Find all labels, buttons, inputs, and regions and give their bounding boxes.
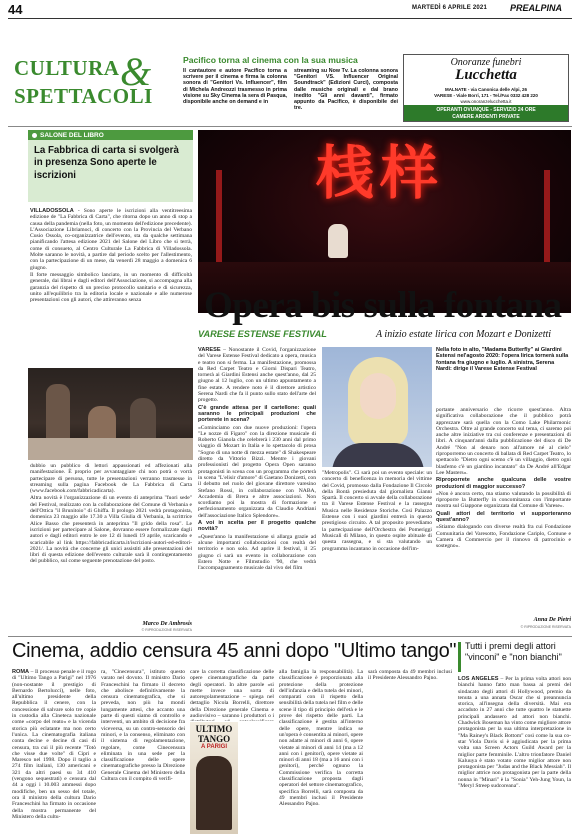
opera-q2: A voi in scelta per il progetto qualche novità? bbox=[198, 520, 316, 533]
opera-col1-text: Nonostante il Covid, l'organizzazione del Varese Estense Festival dedicato a opera, musica e teatro non si ferma. La manifestazione, promossa da Red Carpet Teatro e Giorni Dispari Teatro, tornerà ai Giardini Estensi anche quest'anno, dal 25 giugno al 12 luglio, con un ultimo appuntamento a fine estate. A rendere noto è il direttore artistico Serena Nardi che fa il punto sullo stato dell'arte del progetto. bbox=[198, 347, 316, 404]
stage-sign: 桟样 bbox=[316, 141, 445, 206]
page-number: 44 bbox=[8, 2, 23, 17]
opera-col3-a1: «Non è ancora certo, ma stiamo valutando la possibilità di riproporre la Butterfly in concomitanza con l'importante mostra sul Giappone organizzata dal Comune di Varese». bbox=[436, 490, 571, 510]
ad-web[interactable]: www.onoranzelucchetta.it bbox=[460, 99, 512, 104]
ad-city: VARESE - Viale Borri, 171 - Tel./Fax 0332 428 220 bbox=[434, 93, 538, 98]
sidebar-headline[interactable]: Tutti i premi degli attori "vinconi" e "non bianchi" bbox=[465, 641, 562, 662]
mid-rule bbox=[8, 636, 572, 637]
sidebar-accent bbox=[458, 642, 461, 672]
salone-rights: © RIPRODUZIONE RISERVATA bbox=[141, 628, 192, 632]
top-rule bbox=[8, 126, 572, 127]
salone-body1: Sono aperte le iscrizioni alla ventitreesima edizione de "La Fabbrica di Carta", che ritorna dopo un anno di stop a causa della pandemia (nella foto, un momento dell'edizione precedente). L'Associazione Libriamoci, di concerto con la Provincia del Verbano Cusio Ossola, co-organizzatrice dell'evento, sta da qualche settimana pianificando l'attesa edizione 2021 del Salone del Libro che si terrà, come di consueto, al Centro Culturale La Fabbrica di Villadossola. Molte saranno le novità, a partire dal periodo scelto per l'allestimento, con la partecipazione di un mese, da venerdì 28 maggio a domenica 6 giugno. bbox=[30, 208, 192, 271]
cinema-col3a: care la corretta classificazione delle opere cinematografiche da parte degli operatori. In altre parole «si mette invece una sorta di autoregolamentazione – spiega nel dettaglio Nicola Borrelli, direttore della Direzione generale Cinema e audiovisivo – saranno i produttori o i bbox=[190, 669, 274, 720]
salone-kicker: SALONE DEL LIBRO bbox=[40, 131, 104, 139]
sidebar-body: LOS ANGELES – Per la prima volta attori non bianchi hanno fatto man bassa ai premi del sindacato degli attori di Hollywood, premio da tenuta a una annata Oscar che si preannuncia storica, all'insegna della diversità. Mai era accaduto in 27 anni che tutte quattro le statuette principali andassero ad attori non bianchi. Chadwick Boseman ha vinto come migliore attore protagonista per la sua ultima interpretazione in "Ma Rainey's Black Bottom" così come la sua co-star Viola Davis si è aggiudicata per la prima volta una Screen Actors Guild Award per la miglior parte femminile. L'altro trionfatore Daniel Kaluuya è stato votato come miglior attore non protagonista per "Judas and the Black Messiah". Il miglior attrice non protagonista per la parte della nonna in "Minari" è la "Sonia" Yeh-Jung Youn, la "Meryl Streep sudcoreana". bbox=[458, 676, 571, 790]
opera-dateline: VARESE bbox=[198, 347, 221, 353]
bullet-icon bbox=[32, 133, 37, 138]
opera-caption: Nella foto in alto, "Madama Butterfly" ai Giardini Estensi nel'agosto 2020: l'opera lirica tornerà sulla fontana fra giugno e luglio. A sinistra, Serena Nardi: dirige il Varese Estense Festival bbox=[436, 347, 569, 373]
portrait-shoulders bbox=[332, 443, 424, 467]
salone-headline[interactable]: La Fabbrica di carta si svolgerà in presenza Sono aperte le iscrizioni bbox=[34, 145, 179, 181]
salone-headline-box bbox=[28, 140, 193, 202]
sidebar-body-text: Per la prima volta attori non bianchi hanno fatto man bassa ai premi del sindacato degli attori di Hollywood, premio da tenuta a una annata Oscar che si preannuncia storica, all'insegna della diversità. Mai era accaduto in 27 anni che tutte quattro le statuette principali andassero ad attori non bianchi. Chadwick Boseman ha vinto come migliore attore protagonista per la sua ultima interpretazione in "Ma Rainey's Black Bottom" così come la sua co-star Viola Davis si è aggiudicata per la prima volta una Screen Actors Guild Award per la miglior parte femminile. L'altro trionfatore Daniel Kaluuya è stato votato come miglior attore non protagonista per "Judas and the Black Messiah". Il miglior attrice non protagonista per la parte della nonna in "Minari" è la "Sonia" Yeh-Jung Youn, la "Meryl Streep sudcoreana". bbox=[458, 676, 571, 790]
cinema-col4: alla famiglia la responsabilità). La classificazione è proporzionata alla protezione della protezione dell'infanzia e della tutela dei minori, comparati con il rispetto della sensibilità della tutela nel film e delle scene il tipo di principio dell'età e le prove dei rispetto delle parti. La classificazione è gestita all'interno delle opere, mentre indica se un'opera è consentita ai minori, opere non adatte ai minori di anni 6, opere vietate ai minori di anni 14 (ma a 12 anni con i genitori), opere vietate ai minori di anni 18 (ma a 16 anni con i genitori), perché ognuno la Commissione verifica la corretta classificazione proposta dagli operatori del settore cinematografico, specifica Borrelli, sarà composta da 49 membri inclusi il Presidente Alessandro Pajno. bbox=[279, 669, 363, 808]
salone-body-1: VILLADOSSOLA - Sono aperte le iscrizioni alla ventitreesima edizione de "La Fabbrica di Carta", che ritorna dopo un anno di stop a causa della pandemia (nella foto, un momento dell'edizione precedente). L'Associazione Libriamoci, di concerto con la Provincia del Verbano Cusio Ossola, co-organizzatrice dell'evento, sta da qualche settimana pianificando l'attesa edizione 2021 del Salone del Libro che si terrà, come di consueto, al Centro Culturale La Fabbrica di Villadossola. Molte saranno le novità, a partire dal periodo scelto per l'allestimento, con la partecipazione di un mese, da venerdì 28 maggio a domenica 6 giugno. Il forte messaggio simbolico lanciato, in un momento di difficoltà generale, dai librai e dagli editori dell'Associazione, si accompagna alla garanzia del rispetto di un preciso protocollo sanitario e di sicurezza, unito all'equilibrio tra la editoria locale e nazionale e alle numerose presentazioni con gli autori, che attireranno senza bbox=[30, 208, 192, 304]
opera-col3-a2: «Stiamo dialogando con diverse realtà fra cui Fondazione Comunitaria del Varesotto, Fondazione Cariplo, Comune e Camera di Commercio per il rinnovo di patrocinio e sostegno». bbox=[436, 524, 571, 550]
opera-col3-text: portante anniversario che ricorre quest'anno. Altra significativa collaborazione che il pubblico potrà apprezzare sarà quella con la Como Lake Philarmonic Orchestra. Oltre al grande concerto sul tema, ci saremo poi anche altre iniziative tra cui conferenze e presentazioni di libri. A cinquant'anni dalla pubblicazione del disco di De André "Non al denaro non all'amore né al cielo" riproporremo un concerto di ballata di Red Carpet Teatro, lo spettacolo "Dietro ogni scemo c'è un villaggio, dietro ogni blasfemo c'è un giardino incantato" da De André all'Edgar Lee Masters». bbox=[436, 407, 571, 476]
ad-title: Onoranze funebri bbox=[450, 57, 522, 68]
ad-banner bbox=[404, 105, 568, 121]
stage-performer bbox=[328, 224, 348, 258]
section-title bbox=[14, 49, 174, 126]
section-ampersand: & bbox=[120, 49, 152, 94]
opera-col3-q1: Riproporrete anche qualcuna delle vostre produzioni di maggior successo? bbox=[436, 477, 571, 490]
funeral-ad[interactable] bbox=[403, 54, 569, 122]
salone-body3: dubbio un pubblico di lettori appassionati ed affezionati alla manifestazione. È proprio per avvantaggiare chi non potrà o vorrà partecipare di persona, tutte le presentazioni verranno trasmesse in streaming sulla pagina Facebook de La Fabbrica di Carta (www.facebook.com/fabbricadicarta). bbox=[30, 463, 192, 495]
cinema-col5: sarà composta da 49 membri inclusi il Presidente Alessandro Pajno. bbox=[368, 669, 452, 682]
poster-line3: A PARIGI bbox=[200, 744, 227, 750]
ad-address: MALNATE - via Canonica delle Alpi, 26 bbox=[444, 87, 527, 92]
masthead: PREALPINA bbox=[510, 3, 563, 13]
salone-body2: Il forte messaggio simbolico lanciato, in un momento di difficoltà generale, dai librai e dagli editori dell'Associazione, si accompagna alla garanzia del rispetto di un preciso protocollo sanitario e di sicurezza, unito all'equilibrio tra la editoria locale e nazionale e alle numerose presentazioni con gli autori, che attireranno senza bbox=[30, 271, 192, 304]
opera-a1: «Cominciamo con due nuove produzioni: l'opera "Le nozze di Figaro" con la direzione musicale di Roberto Gianola che celebrerà i 230 anni dal primo viaggio di Mozart in Italia e lo spettacolo di prosa "Sogno di una notte di mezza estate" di Shakespeare diretto da Vittorio Bizzi. Mentre i giovani professionisti del progetto Opera Open saranno protagonisti in scena con un programma che porterà in scena "L'elisir d'amore" di Gaetano Donizetti, con il debutto nel ruolo del giovane direttore varesino Stefano Rossi, in collaborazione con NABA, Accademia di Brera e altre associazioni. Non scordiamo poi la mostra di formazione e perfezionamento organizzata da Claudio Andriani dell'associazione Italico Splendore». bbox=[198, 424, 316, 519]
salone-photo bbox=[28, 368, 193, 460]
section-title-line2: SPETTACOLI bbox=[14, 84, 153, 108]
salone-kicker-bar bbox=[28, 130, 193, 140]
cinema-headline[interactable]: Cinema, addio censura 45 anni dopo "Ultimo tango" bbox=[12, 640, 457, 662]
header-rule bbox=[8, 18, 572, 19]
cinema-col1-text: Il processo penale e il rogo di "Ultimo Tango a Parigi" nel 1976 (non-nostante il prestigio di Bernardo Bertolucci), nelle foto, all'ultimo presidente della Repubblica il cenere, con la concessione di salvare solo tre copie in custodia alla Cineteca nazionale come «corpo del reato» e la vicenda storica più eclatante ma non certo l'unica. La cinematografia italiana conta decine e decine di casi di censura, tra cui il più recente "Totò che visse due volte" di Cipri e Maresco nel 1998. Dopo il taglio a 274 film italiani, 130 americani e 321 da altri paesi su 34 410 (vengono sequestrati) e censura dal 44 a oggi i 10.003 ammessi dopo modifiche, ben un sesso del totale, ora il ministro della cultura Dario Franceschini ha firmato in occasione della mostra permanente del Ministero della cultu- bbox=[12, 669, 96, 820]
cinema-col1: ROMA – Il processo penale e il rogo di "Ultimo Tango a Parigi" nel 1976 (non-nostante il prestigio di Bernardo Bertolucci), nelle foto, all'ultimo presidente della Repubblica il cenere, con la concessione di salvare solo tre copie in custodia alla Cineteca nazionale come «corpo del reato» e la vicenda storica più eclatante ma non certo l'unica. La cinematografia italiana conta decine e decine di casi di censura, tra cui il più recente "Totò che visse due volte" di Cipri e Maresco nel 1998. Dopo il taglio a 274 film italiani, 130 americani e 321 da altri paesi su 34 410 (vengono sequestrati) e censura dal 44 a oggi i 10.003 ammessi dopo modifiche, ben un sesso del totale, ora il ministro della cultura Dario Franceschini ha firmato in occasione della mostra permanente del Ministero della cultu- bbox=[12, 669, 96, 820]
sidebar-dateline: LOS ANGELES bbox=[458, 676, 499, 682]
portrait-photo bbox=[322, 347, 432, 467]
ad-banner-line1: OPERANTI OVUNQUE - SERVIZIO 24 ORE bbox=[436, 107, 536, 113]
opera-col3 bbox=[436, 407, 571, 615]
salone-body-2 bbox=[30, 463, 192, 619]
portrait-face bbox=[360, 373, 396, 419]
opera-kicker: VARESE ESTENSE FESTIVAL bbox=[198, 329, 327, 339]
cinema-col3b bbox=[242, 722, 274, 834]
opera-subhead: A inizio estate lirica con Mozart e Donizetti bbox=[376, 329, 552, 340]
header-date: MARTEDÌ 6 APRILE 2021 bbox=[412, 5, 487, 11]
opera-col1: VARESE – Nonostante il Covid, l'organizzazione del Varese Estense Festival dedicato a opera, musica e teatro non si ferma. La manifestazione, promossa da Red Carpet Teatro e Giorni Dispari Teatro, tornerà ai Giardini Estensi anche quest'anno, dal 25 giugno al 12 luglio, con un ultimo appuntamento a fine estate. A rendere noto è il direttore artistico Serena Nardi che fa il punto sullo stato dell'arte del progetto. C'è grande attesa per il cartellone: quali saranno le principali produzioni che porterete in scena? «Cominciamo con due nuove produzioni: l'opera "Le nozze di Figaro" con la direzione musicale di Roberto Gianola che celebrerà i 230 anni dal primo viaggio di Mozart in Italia e lo spettacolo di prosa "Sogno di una notte di mezza estate" di Shakespeare diretto da Vittorio Bizzi. Mentre i giovani professionisti del progetto Opera Open saranno protagonisti in scena con un programma che porterà in scena "L'elisir d'amore" di Gaetano Donizetti, con il debutto nel ruolo del giovane direttore varesino Stefano Rossi, in collaborazione con NABA, Accademia di Brera e altre associazioni. Non scordiamo poi la mostra di formazione e perfezionamento organizzata da Claudio Andriani dell'associazione Italico Splendore». A voi in scelta per il progetto qualche novità? «Quest'anno la manifestazione si allarga grazie ad alcune importanti collaborazioni con realtà del territorio e non solo. Ad aprire il festival, il 25 giugno ci sarà un evento in collaborazione con Estero Notte e Filmstudio '90, che vedrà l'accompagnamento musicale dal vivo del film bbox=[198, 347, 316, 572]
opera-author: Anna De Pietri bbox=[533, 617, 571, 623]
section-title-line1: CULTURA bbox=[14, 56, 120, 80]
opera-col3-q2: Quali attori del territorio vi supporteranno quest'anno? bbox=[436, 510, 571, 524]
top-story-col2: streaming su Now Tv. La colonna sonora "Genitori VS. Influencer Original Soundtrack" (Edizioni Curci), composta dalle musiche originali e dal brano inedito "Gli anni davanti", firmato appunto da Pacifico, è disponibile dei tre. bbox=[294, 68, 398, 112]
photo-table bbox=[28, 438, 193, 460]
opera-headline[interactable]: Opera bis sulla fontana bbox=[204, 285, 562, 326]
top-story bbox=[183, 55, 398, 121]
poster-figure bbox=[196, 756, 232, 830]
poster-line2: TANGO bbox=[197, 734, 231, 744]
poster-line1: ULTIMO bbox=[195, 724, 233, 734]
salone-author: Marco De Ambrosis bbox=[142, 621, 192, 627]
cinema-dateline: ROMA bbox=[12, 669, 30, 675]
opera-subhead-row bbox=[198, 329, 571, 343]
opera-a2: «Quest'anno la manifestazione si allarga grazie ad alcune importanti collaborazioni con realtà del territorio e non solo. Ad aprire il festival, il 25 giugno ci sarà un evento in collaborazione con Estero Notte e Filmstudio '90, che vedrà l'accompagnamento musicale dal vivo del film bbox=[198, 533, 316, 572]
movie-poster bbox=[190, 722, 238, 834]
ad-banner-line2: CAMERE ARDENTI PRIVATE bbox=[452, 114, 520, 120]
salone-dateline: VILLADOSSOLA bbox=[30, 208, 74, 214]
opera-col2: "Metropolis". Ci sarà poi un evento speciale: un concerto di beneficenza in memoria del vittime del Covid, promosso dalla Fondazione Il Circolo della Bontà presieduta dal giornalista Gianni Spartà. Il concerto si avvale della collaborazione tra il Varese Estense Festival e la rassegna Musica nelle Residenze Storiche. Così Palazzo Estense con i suoi giardini entrerà in questo prestigioso circuito. A tal proposito prevediamo la partecipazione dell'Orchestra dei Pomeriggi Musicali di Milano, in questo ospite abituale di questa rassegna, e si sta valutando un programma incantano in occasione dell'im- bbox=[322, 470, 432, 552]
top-story-col1: Il cantautore e autore Pacifico torna a scrivere per il cinema e firma la colonna sonora di "Genitori Vs. Influencer", film di Michela Andreozzi trasmesso in prima visione su Sky Cinema la sera di Pasqua, disponibile anche on demand e in bbox=[183, 68, 287, 106]
opera-rights: © RIPRODUZIONE RISERVATA bbox=[520, 625, 571, 629]
opera-q1: C'è grande attesa per il cartellone: quali saranno le principali produzioni che porterete in scena? bbox=[198, 404, 316, 424]
ad-brand: Lucchetta bbox=[455, 67, 517, 83]
top-story-headline[interactable]: Pacifico torna al cinema con la sua musica bbox=[183, 55, 358, 65]
salone-body4: Altra novità è l'organizzazione di un evento di anteprima "fuori sede" del Festival, realizzato con la collaborazione del Comune di Verbania e dell'Ottica "il Brunitoio" di Ghiffa. Il prologo 2021 vedrà protagonista, domenica 23 maggio alle 17.30 a Villa Giulia di Verbania, la scrittrice Alice Basso che presenterà in anteprima "Il grido della rosa". Le iscrizioni per partecipare al Salone, dovranno essere formalizzate dagli autori e dagli editori entro le ore 12 di lunedì 19 aprile, scaricando e scaricabile al link https://fabbricadicarta.it/iscrizioni-autori-ed-editori-2021/. La novità che concerne gli unici assistiti alle presentazioni del libri di questa edizione dell'evento culturale sarà il contingentamento del pubblico, sul come seguente prenotazione del posto. bbox=[30, 495, 192, 565]
page-header bbox=[0, 0, 580, 44]
cinema-col2: ra, "Cinecensura", istituto questo varato nel dovuto. Il ministro Dario Franceschini ha firmato il decreto che abolisce definitivamente la censura cinematografica, che si preveda, non più ha mondi lungamente attesi, che accanto una parte di questi siamo di controllo e interventi, un ambito di decisione fra viceversa, su un contro-sensorio dei minori, e la consenso, eliminato con il sistema di regolamentazione, regolare, come Cinecensura eliminata in una sede per la classificazione delle opere cinematografiche presso la Direzione Generale Cinema del Ministero della Cultura con il compito di verifi- bbox=[101, 669, 185, 783]
